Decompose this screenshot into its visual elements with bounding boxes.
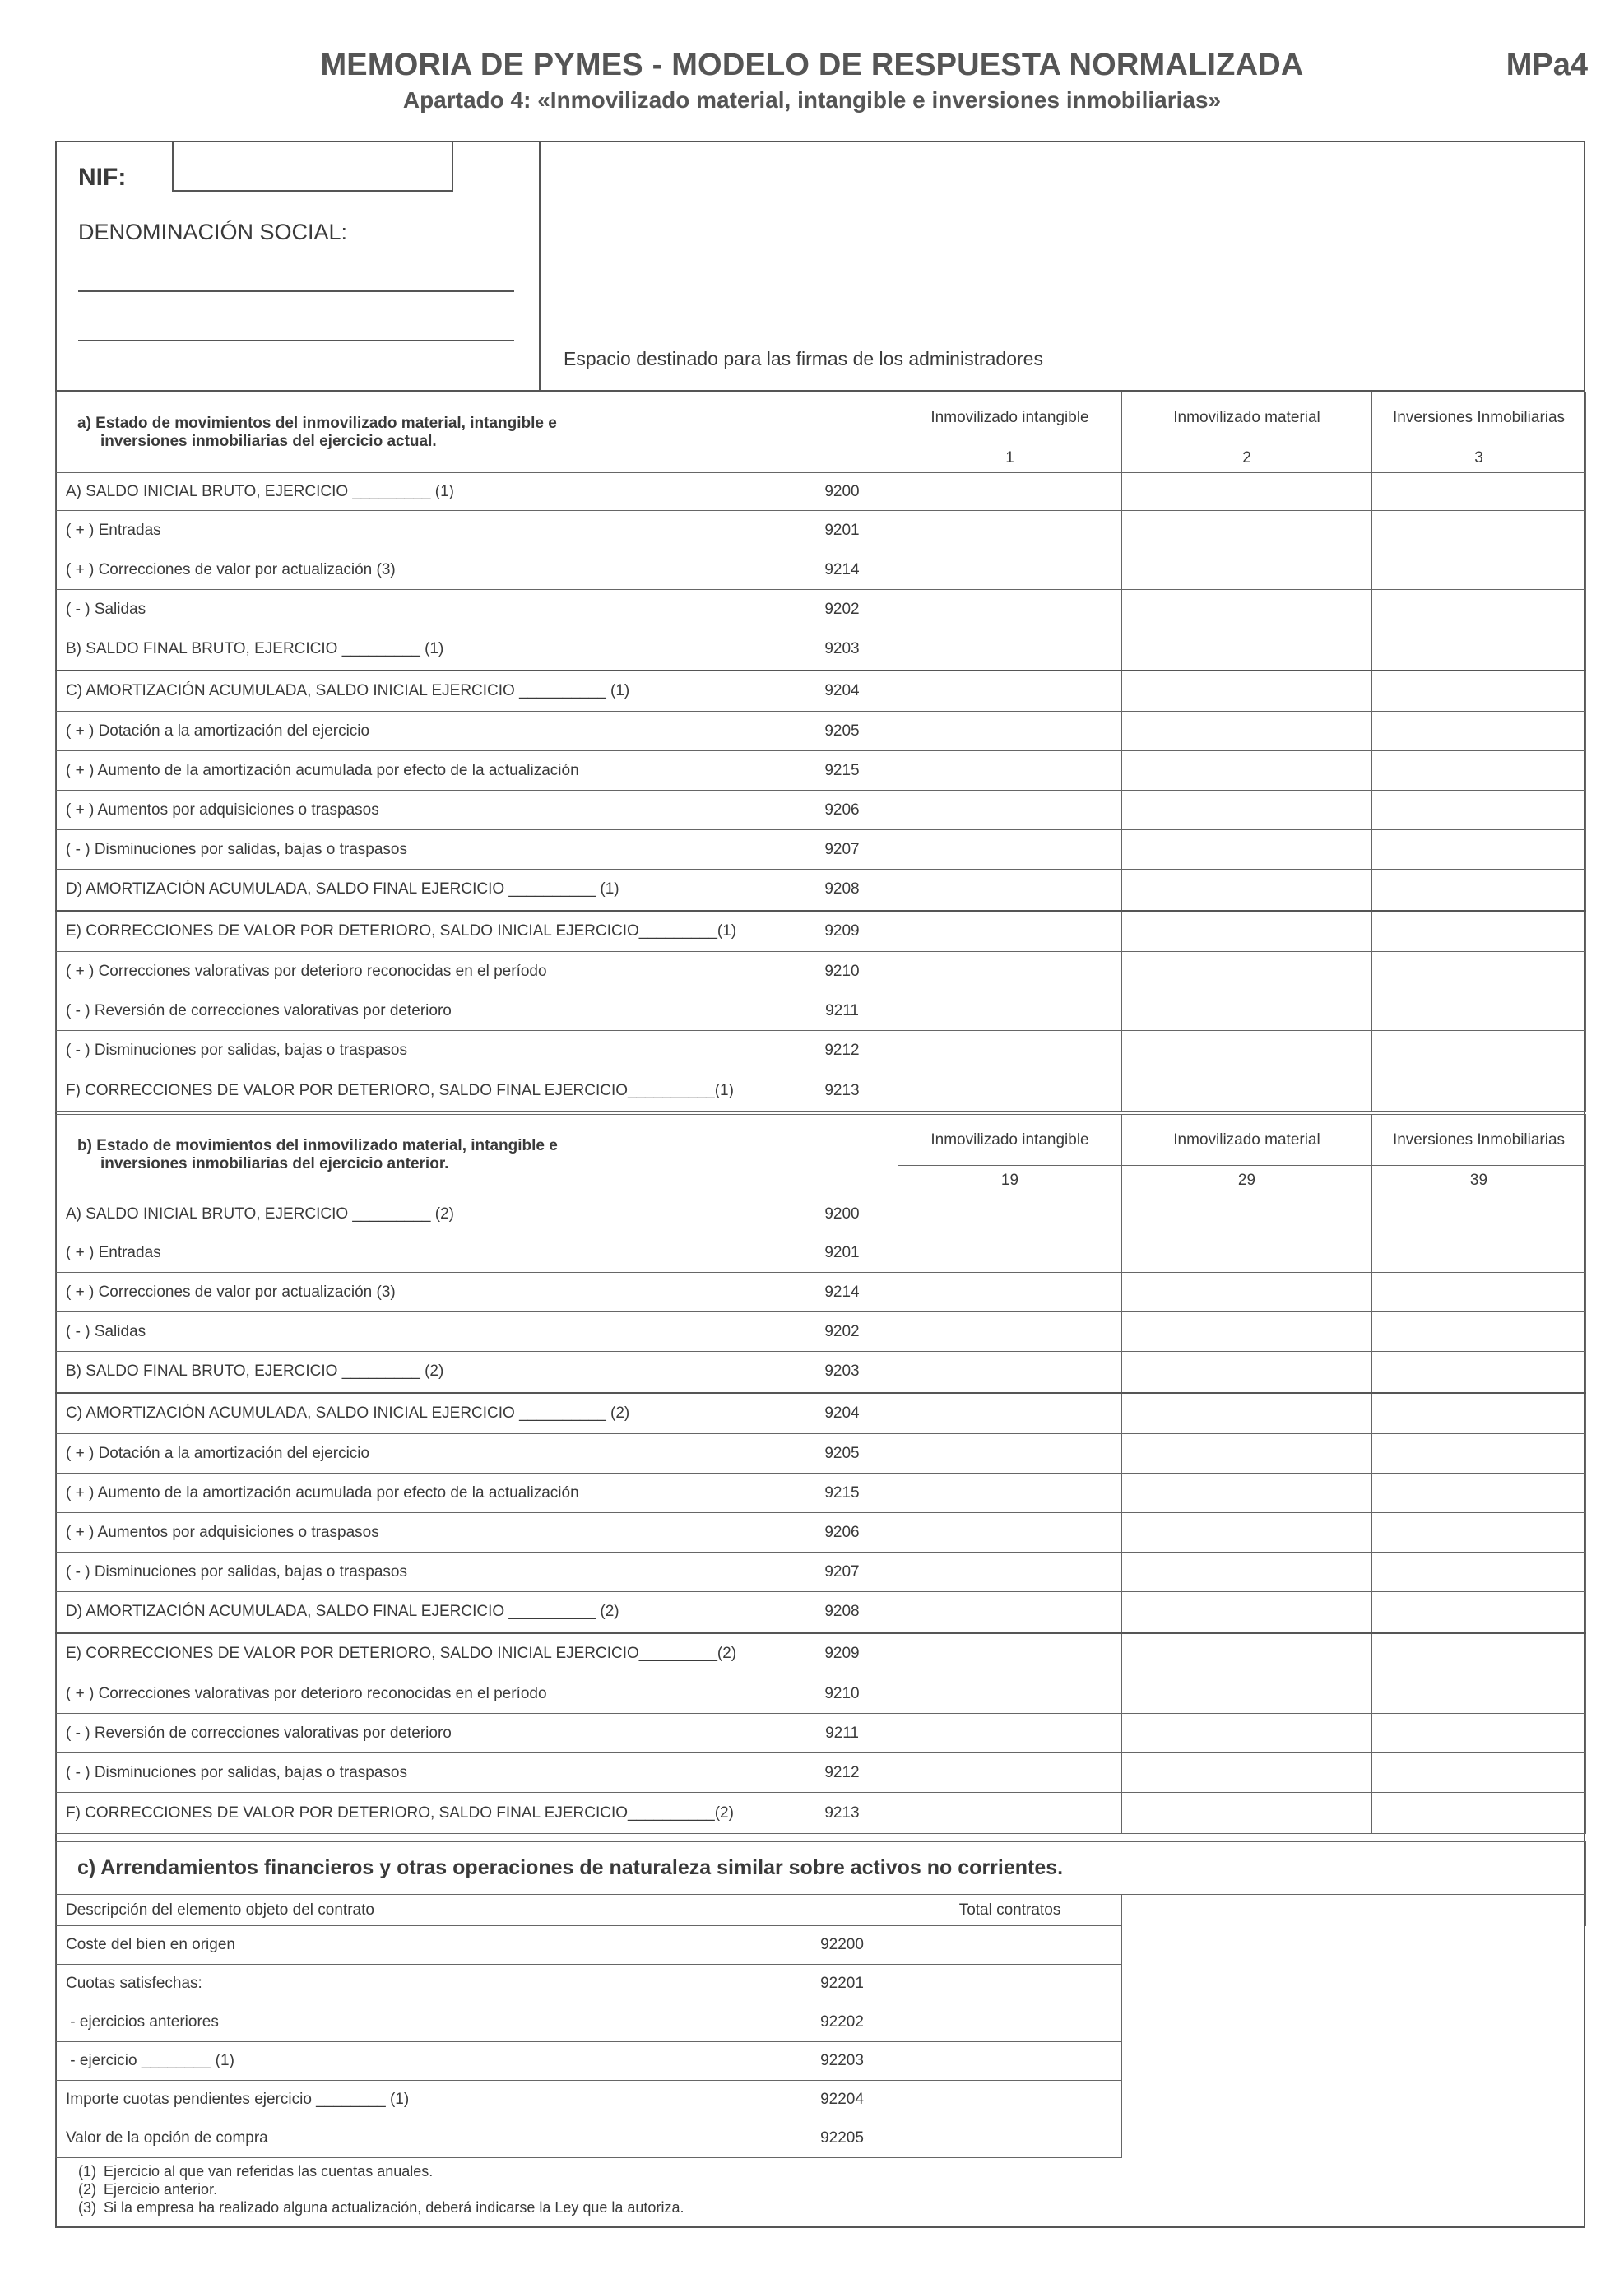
col-header-inmobiliarias: Inversiones Inmobiliarias <box>1372 1115 1586 1166</box>
form-code: MPa4 <box>1506 48 1588 82</box>
value-cell[interactable] <box>1122 671 1372 712</box>
value-cell[interactable] <box>898 629 1122 671</box>
footnote-text: Si la empresa ha realizado alguna actualización, deberá indicarse la Ley que la autoriza. <box>104 2199 684 2216</box>
row-label: A) SALDO INICIAL BRUTO, EJERCICIO _________ (2) <box>56 1195 786 1233</box>
row-label: ( - ) Disminuciones por salidas, bajas o traspasos <box>56 830 786 870</box>
value-cell[interactable] <box>1372 1393 1586 1434</box>
footnote-text: Ejercicio anterior. <box>104 2181 218 2198</box>
footnote-number: (2) <box>78 2181 96 2198</box>
table-row <box>56 1352 1586 1393</box>
value-cell[interactable] <box>1122 1195 1372 1233</box>
section-a-table <box>55 392 1586 1112</box>
row-code: 9210 <box>786 1674 898 1714</box>
row-label: ( - ) Reversión de correcciones valorativas por deterioro <box>56 1714 786 1753</box>
table-row <box>56 751 1586 791</box>
value-cell[interactable] <box>1122 712 1372 751</box>
section-b-title-line1: b) Estado de movimientos del inmovilizado material, intangible e <box>77 1136 558 1154</box>
row-label: ( + ) Aumento de la amortización acumulada por efecto de la actualización <box>56 751 786 791</box>
row-code: 9202 <box>786 590 898 629</box>
table-row <box>56 1070 1586 1112</box>
table-row <box>56 1474 1586 1513</box>
value-cell[interactable] <box>1122 511 1372 550</box>
value-cell[interactable] <box>898 1513 1122 1553</box>
col-number: 3 <box>1372 443 1586 473</box>
col-number: 1 <box>898 443 1122 473</box>
footnote-text: Ejercicio al que van referidas las cuentas anuales. <box>104 2163 434 2180</box>
table-row <box>56 791 1586 830</box>
value-cell[interactable] <box>898 1352 1122 1393</box>
value-cell[interactable] <box>1122 1233 1372 1273</box>
value-cell[interactable] <box>898 2081 1122 2119</box>
row-code: 9215 <box>786 1474 898 1513</box>
row-code: 92205 <box>786 2119 898 2158</box>
value-cell[interactable] <box>1122 1070 1372 1112</box>
value-cell[interactable] <box>1122 1352 1372 1393</box>
row-code: 92200 <box>786 1926 898 1965</box>
value-cell[interactable] <box>1122 1434 1372 1474</box>
value-cell[interactable] <box>1122 1393 1372 1434</box>
value-cell[interactable] <box>1372 1714 1586 1753</box>
row-label: ( + ) Aumento de la amortización acumulada por efecto de la actualización <box>56 1474 786 1513</box>
col-number: 19 <box>898 1166 1122 1195</box>
row-code: 9207 <box>786 830 898 870</box>
table-row <box>56 511 1586 550</box>
value-cell[interactable] <box>1122 1513 1372 1553</box>
row-code: 9213 <box>786 1070 898 1112</box>
value-cell[interactable] <box>1122 791 1372 830</box>
value-cell[interactable] <box>1122 629 1372 671</box>
table-row <box>56 473 1586 511</box>
value-cell[interactable] <box>1122 1674 1372 1714</box>
row-code: 9202 <box>786 1312 898 1352</box>
value-cell[interactable] <box>1122 991 1372 1031</box>
value-cell[interactable] <box>1372 1312 1586 1352</box>
value-cell[interactable] <box>1372 870 1586 911</box>
section-a-title-line2: inversiones inmobiliarias del ejercicio actual. <box>100 432 437 450</box>
row-code: 92204 <box>786 2081 898 2119</box>
value-cell[interactable] <box>898 1753 1122 1793</box>
row-code: 9200 <box>786 1195 898 1233</box>
value-cell[interactable] <box>898 1553 1122 1592</box>
value-cell[interactable] <box>1372 1031 1586 1070</box>
value-cell[interactable] <box>898 1070 1122 1112</box>
row-label: ( + ) Dotación a la amortización del ejercicio <box>56 712 786 751</box>
value-cell[interactable] <box>898 1674 1122 1714</box>
row-label: C) AMORTIZACIÓN ACUMULADA, SALDO INICIAL EJERCICIO __________ (2) <box>56 1393 786 1434</box>
value-cell[interactable] <box>898 1031 1122 1070</box>
row-label: ( - ) Reversión de correcciones valorativas por deterioro <box>56 991 786 1031</box>
value-cell[interactable] <box>1122 751 1372 791</box>
value-cell[interactable] <box>1372 1633 1586 1674</box>
footnotes <box>78 2162 684 2217</box>
table-row <box>56 911 1586 952</box>
footnote-number: (3) <box>78 2199 96 2216</box>
value-cell[interactable] <box>898 1195 1122 1233</box>
section-c-desc-header: Descripción del elemento objeto del contrato <box>56 1895 898 1926</box>
table-row <box>56 830 1586 870</box>
row-label: - ejercicios anteriores <box>56 2003 786 2042</box>
value-cell[interactable] <box>1372 1674 1586 1714</box>
row-code: 9212 <box>786 1031 898 1070</box>
value-cell[interactable] <box>898 1474 1122 1513</box>
value-cell[interactable] <box>898 1592 1122 1633</box>
row-label: Coste del bien en origen <box>56 1926 786 1965</box>
value-cell[interactable] <box>898 911 1122 952</box>
table-row <box>56 1753 1586 1793</box>
value-cell[interactable] <box>1122 911 1372 952</box>
value-cell[interactable] <box>898 1393 1122 1434</box>
value-cell[interactable] <box>1372 1195 1586 1233</box>
table-row <box>56 2119 1586 2158</box>
row-code: 9212 <box>786 1753 898 1793</box>
row-code: 9203 <box>786 1352 898 1393</box>
row-label: ( - ) Salidas <box>56 590 786 629</box>
row-label: ( - ) Salidas <box>56 1312 786 1352</box>
value-cell[interactable] <box>1122 1793 1372 1834</box>
row-code: 9209 <box>786 1633 898 1674</box>
row-code: 92202 <box>786 2003 898 2042</box>
value-cell[interactable] <box>1122 1633 1372 1674</box>
value-cell[interactable] <box>898 870 1122 911</box>
value-cell[interactable] <box>898 1434 1122 1474</box>
col-number: 29 <box>1122 1166 1372 1195</box>
value-cell[interactable] <box>1372 629 1586 671</box>
table-row <box>56 1633 1586 1674</box>
row-label: ( + ) Dotación a la amortización del ejercicio <box>56 1434 786 1474</box>
value-cell[interactable] <box>898 1233 1122 1273</box>
identification-left <box>55 141 541 390</box>
col-header-intangible: Inmovilizado intangible <box>898 392 1122 443</box>
value-cell[interactable] <box>1372 671 1586 712</box>
row-label: D) AMORTIZACIÓN ACUMULADA, SALDO FINAL EJERCICIO __________ (1) <box>56 870 786 911</box>
row-code: 92201 <box>786 1965 898 2003</box>
row-code: 9201 <box>786 511 898 550</box>
col-header-inmobiliarias: Inversiones Inmobiliarias <box>1372 392 1586 443</box>
row-code: 9206 <box>786 1513 898 1553</box>
value-cell[interactable] <box>1122 1553 1372 1592</box>
table-row <box>56 1513 1586 1553</box>
footnote <box>78 2162 684 2180</box>
row-code: 9201 <box>786 1233 898 1273</box>
row-label: C) AMORTIZACIÓN ACUMULADA, SALDO INICIAL EJERCICIO __________ (1) <box>56 671 786 712</box>
denominacion-line-2[interactable] <box>78 340 514 341</box>
value-cell[interactable] <box>898 2119 1122 2158</box>
row-code: 9215 <box>786 751 898 791</box>
identification-block <box>55 141 1585 392</box>
signature-space-label: Espacio destinado para las firmas de los administradores <box>564 348 1043 369</box>
table-row <box>56 1674 1586 1714</box>
value-cell[interactable] <box>898 830 1122 870</box>
row-label: ( + ) Aumentos por adquisiciones o traspasos <box>56 791 786 830</box>
value-cell[interactable] <box>1122 830 1372 870</box>
value-cell[interactable] <box>1372 1273 1586 1312</box>
row-code: 9200 <box>786 473 898 511</box>
value-cell[interactable] <box>898 1633 1122 1674</box>
row-label: E) CORRECCIONES DE VALOR POR DETERIORO, SALDO INICIAL EJERCICIO_________(1) <box>56 911 786 952</box>
col-header-material: Inmovilizado material <box>1122 392 1372 443</box>
value-cell[interactable] <box>1372 1753 1586 1793</box>
row-label: ( - ) Disminuciones por salidas, bajas o traspasos <box>56 1031 786 1070</box>
table-row <box>56 712 1586 751</box>
table-row <box>56 2042 1586 2081</box>
value-cell[interactable] <box>898 712 1122 751</box>
row-label: A) SALDO INICIAL BRUTO, EJERCICIO _________ (1) <box>56 473 786 511</box>
table-row <box>56 991 1586 1031</box>
value-cell[interactable] <box>1122 952 1372 991</box>
value-cell[interactable] <box>1372 1474 1586 1513</box>
table-row <box>56 1714 1586 1753</box>
table-row <box>56 2081 1586 2119</box>
row-label: ( + ) Correcciones de valor por actualización (3) <box>56 1273 786 1312</box>
table-row <box>56 870 1586 911</box>
nif-label: NIF: <box>78 164 127 191</box>
row-label: ( + ) Correcciones valorativas por deterioro reconocidas en el período <box>56 1674 786 1714</box>
row-label: B) SALDO FINAL BRUTO, EJERCICIO _________ (2) <box>56 1352 786 1393</box>
table-row <box>56 1592 1586 1633</box>
value-cell[interactable] <box>1372 1793 1586 1834</box>
value-cell[interactable] <box>898 1273 1122 1312</box>
value-cell[interactable] <box>898 590 1122 629</box>
value-cell[interactable] <box>1122 1753 1372 1793</box>
value-cell[interactable] <box>1372 911 1586 952</box>
section-a-title <box>56 392 898 473</box>
value-cell[interactable] <box>1372 1592 1586 1633</box>
table-row <box>56 1273 1586 1312</box>
section-c-table <box>55 1841 1586 2158</box>
value-cell[interactable] <box>1122 870 1372 911</box>
value-cell[interactable] <box>1372 1233 1586 1273</box>
table-row <box>56 1926 1586 1965</box>
nif-field[interactable] <box>172 141 453 192</box>
row-code: 9205 <box>786 1434 898 1474</box>
table-row <box>56 1312 1586 1352</box>
row-code: 9203 <box>786 629 898 671</box>
value-cell[interactable] <box>1372 712 1586 751</box>
row-code: 9211 <box>786 991 898 1031</box>
row-label: Importe cuotas pendientes ejercicio ________ (1) <box>56 2081 786 2119</box>
denominacion-label: DENOMINACIÓN SOCIAL: <box>78 220 348 244</box>
value-cell[interactable] <box>1122 473 1372 511</box>
row-label: B) SALDO FINAL BRUTO, EJERCICIO _________ (1) <box>56 629 786 671</box>
value-cell[interactable] <box>1372 830 1586 870</box>
table-row <box>56 1233 1586 1273</box>
row-code: 92203 <box>786 2042 898 2081</box>
value-cell[interactable] <box>1372 473 1586 511</box>
table-row <box>56 590 1586 629</box>
value-cell[interactable] <box>898 751 1122 791</box>
value-cell[interactable] <box>898 671 1122 712</box>
value-cell[interactable] <box>1122 1474 1372 1513</box>
row-code: 9204 <box>786 671 898 712</box>
row-code: 9204 <box>786 1393 898 1434</box>
value-cell[interactable] <box>898 1793 1122 1834</box>
row-label: F) CORRECCIONES DE VALOR POR DETERIORO, SALDO FINAL EJERCICIO__________(2) <box>56 1793 786 1834</box>
row-label: ( + ) Entradas <box>56 1233 786 1273</box>
table-row <box>56 1965 1586 2003</box>
row-label: ( - ) Disminuciones por salidas, bajas o traspasos <box>56 1753 786 1793</box>
value-cell[interactable] <box>1372 590 1586 629</box>
value-cell[interactable] <box>898 1926 1122 1965</box>
row-code: 9208 <box>786 870 898 911</box>
table-row <box>56 1434 1586 1474</box>
section-b-table <box>55 1114 1586 1834</box>
row-code: 9209 <box>786 911 898 952</box>
value-cell[interactable] <box>1122 1592 1372 1633</box>
row-label: ( + ) Correcciones valorativas por deterioro reconocidas en el período <box>56 952 786 991</box>
row-code: 9211 <box>786 1714 898 1753</box>
col-number: 39 <box>1372 1166 1586 1195</box>
row-code: 9214 <box>786 1273 898 1312</box>
value-cell[interactable] <box>898 1965 1122 2003</box>
row-code: 9205 <box>786 712 898 751</box>
value-cell[interactable] <box>898 511 1122 550</box>
section-c-title: c) Arrendamientos financieros y otras operaciones de naturaleza similar sobre activos no corrientes. <box>56 1842 1586 1895</box>
value-cell[interactable] <box>1372 1553 1586 1592</box>
value-cell[interactable] <box>1122 1312 1372 1352</box>
table-row <box>56 1553 1586 1592</box>
footnote-number: (1) <box>78 2163 96 2180</box>
value-cell[interactable] <box>1372 751 1586 791</box>
value-cell[interactable] <box>898 1714 1122 1753</box>
row-label: Valor de la opción de compra <box>56 2119 786 2158</box>
row-label: ( + ) Correcciones de valor por actualización (3) <box>56 550 786 590</box>
value-cell[interactable] <box>898 473 1122 511</box>
section-b-title <box>56 1115 898 1195</box>
value-cell[interactable] <box>1372 791 1586 830</box>
value-cell[interactable] <box>1372 1070 1586 1112</box>
value-cell[interactable] <box>1122 1031 1372 1070</box>
value-cell[interactable] <box>1372 991 1586 1031</box>
value-cell[interactable] <box>1372 550 1586 590</box>
table-row <box>56 629 1586 671</box>
footnote <box>78 2180 684 2198</box>
table-row <box>56 1393 1586 1434</box>
row-label: Cuotas satisfechas: <box>56 1965 786 2003</box>
value-cell[interactable] <box>898 550 1122 590</box>
section-c-total-header: Total contratos <box>898 1895 1122 1926</box>
row-code: 9213 <box>786 1793 898 1834</box>
row-code: 9210 <box>786 952 898 991</box>
table-row <box>56 1031 1586 1070</box>
col-header-intangible: Inmovilizado intangible <box>898 1115 1122 1166</box>
value-cell[interactable] <box>1122 590 1372 629</box>
value-cell[interactable] <box>898 2042 1122 2081</box>
table-row <box>56 2003 1586 2042</box>
row-code: 9214 <box>786 550 898 590</box>
value-cell[interactable] <box>898 1312 1122 1352</box>
value-cell[interactable] <box>898 791 1122 830</box>
table-row <box>56 550 1586 590</box>
value-cell[interactable] <box>1372 952 1586 991</box>
value-cell[interactable] <box>898 991 1122 1031</box>
denominacion-line-1[interactable] <box>78 290 514 292</box>
row-label: D) AMORTIZACIÓN ACUMULADA, SALDO FINAL EJERCICIO __________ (2) <box>56 1592 786 1633</box>
table-row <box>56 1195 1586 1233</box>
row-code: 9207 <box>786 1553 898 1592</box>
row-label: ( + ) Aumentos por adquisiciones o traspasos <box>56 1513 786 1553</box>
section-b-title-line2: inversiones inmobiliarias del ejercicio anterior. <box>100 1154 449 1172</box>
col-number: 2 <box>1122 443 1372 473</box>
table-row <box>56 671 1586 712</box>
table-row <box>56 952 1586 991</box>
row-code: 9206 <box>786 791 898 830</box>
value-cell[interactable] <box>898 2003 1122 2042</box>
form-subtitle: Apartado 4: «Inmovilizado material, intangible e inversiones inmobiliarias» <box>402 87 1222 113</box>
row-label: F) CORRECCIONES DE VALOR POR DETERIORO, SALDO FINAL EJERCICIO__________(1) <box>56 1070 786 1112</box>
value-cell[interactable] <box>898 952 1122 991</box>
row-label: - ejercicio ________ (1) <box>56 2042 786 2081</box>
table-row <box>56 1793 1586 1834</box>
value-cell[interactable] <box>1122 1714 1372 1753</box>
row-code: 9208 <box>786 1592 898 1633</box>
value-cell[interactable] <box>1122 550 1372 590</box>
section-c-blank <box>1122 1895 1586 1926</box>
value-cell[interactable] <box>1372 1513 1586 1553</box>
row-label: ( + ) Entradas <box>56 511 786 550</box>
footnote <box>78 2198 684 2217</box>
value-cell[interactable] <box>1372 1434 1586 1474</box>
section-a-title-line1: a) Estado de movimientos del inmovilizado material, intangible e <box>77 414 557 432</box>
col-header-material: Inmovilizado material <box>1122 1115 1372 1166</box>
value-cell[interactable] <box>1372 1352 1586 1393</box>
form-title: MEMORIA DE PYMES - MODELO DE RESPUESTA NORMALIZADA <box>320 48 1304 82</box>
value-cell[interactable] <box>1372 511 1586 550</box>
row-label: E) CORRECCIONES DE VALOR POR DETERIORO, SALDO INICIAL EJERCICIO_________(2) <box>56 1633 786 1674</box>
row-label: ( - ) Disminuciones por salidas, bajas o traspasos <box>56 1553 786 1592</box>
value-cell[interactable] <box>1122 1273 1372 1312</box>
